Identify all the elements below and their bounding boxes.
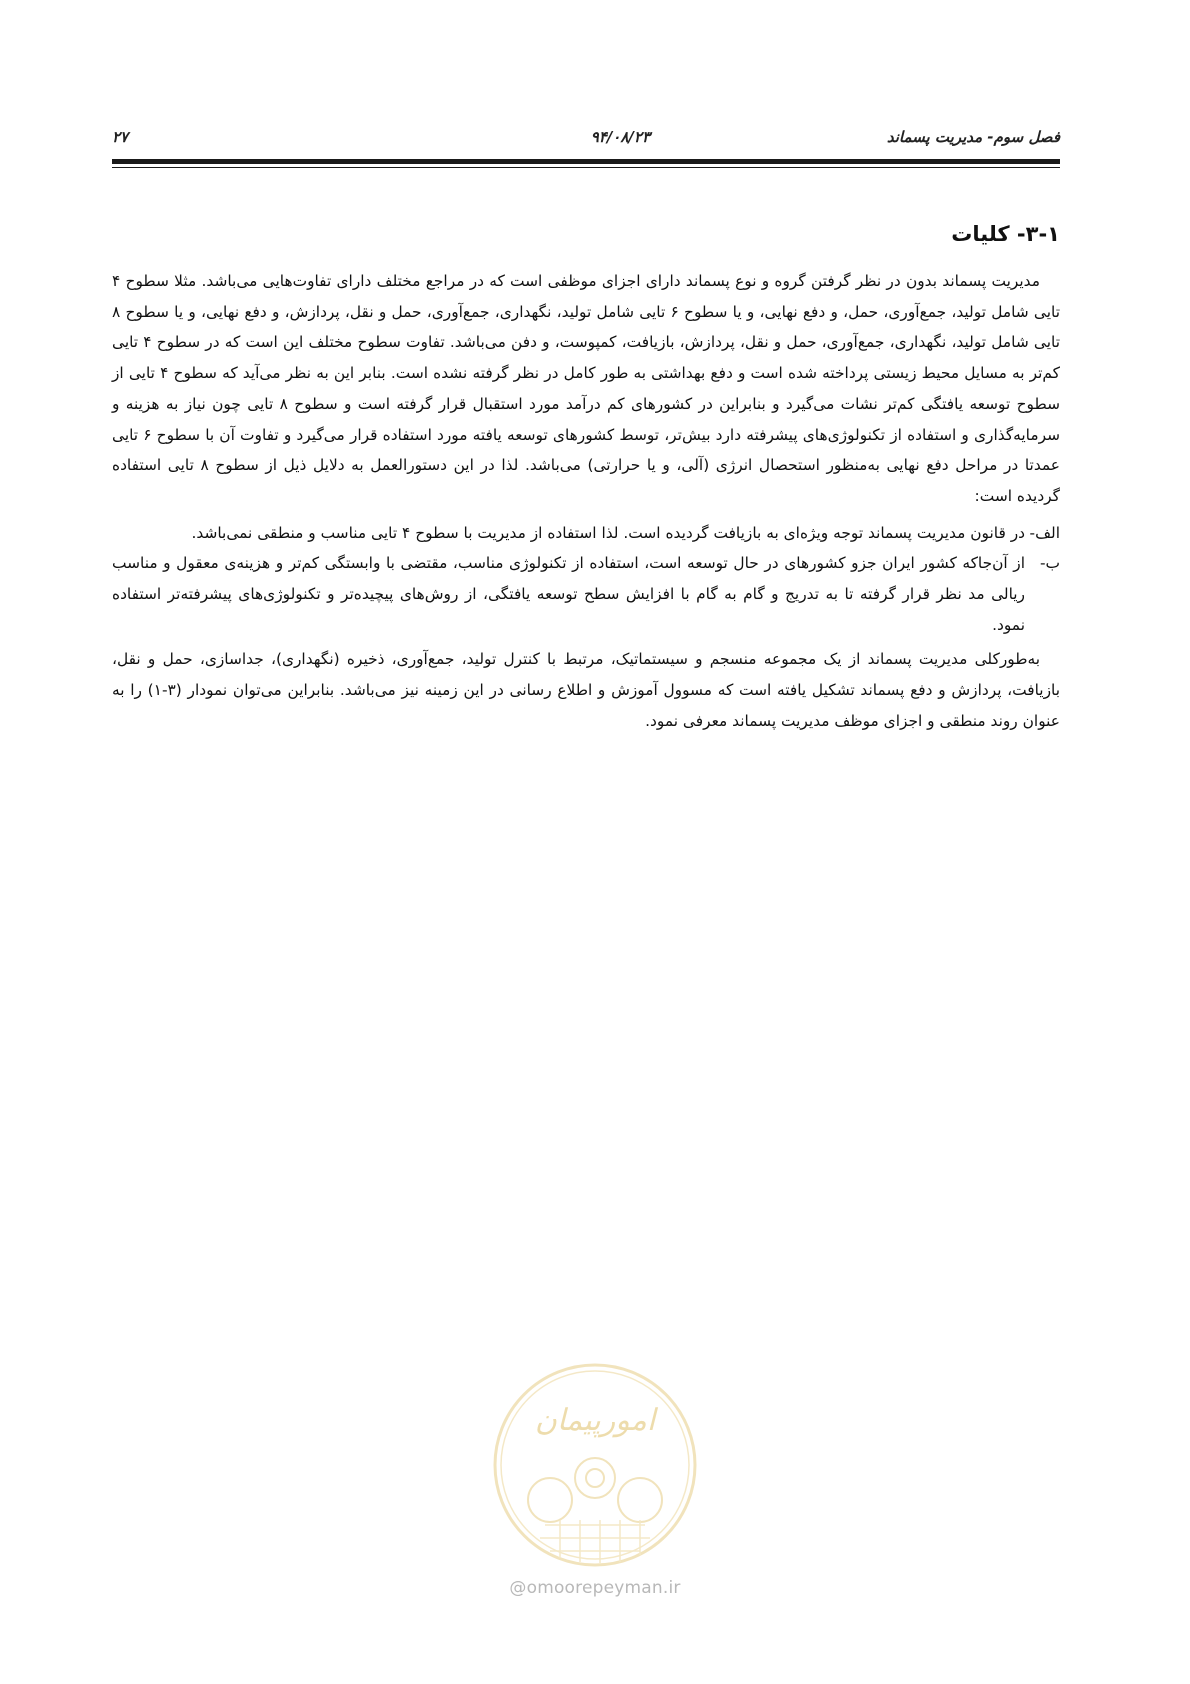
list-item-text: از آن‌جاکه کشور ایران جزو کشورهای در حال توسعه است، استفاده از تکنولوژی مناسب، مقتضی با وابستگی کم‌تر و هزینه‌ی معقول و مناسب ریالی مد نظر قرار گرفته تا به تدریج و گام به گام با افزایش سطح توسعه یافتگی، از روش‌های پیچیده‌تر و تکنولوژی‌های پیشرفته‌تر استفاده نمود. [112, 554, 1025, 634]
reasons-list [112, 518, 1060, 641]
svg-text:امورپیمان: امورپیمان [534, 1403, 656, 1438]
list-item-label: ب- [1039, 554, 1060, 573]
header-rule-thin [112, 167, 1060, 168]
header-rule-thick [112, 159, 1060, 164]
summary-paragraph: به‌طورکلی مدیریت پسماند از یک مجموعه منسجم و سیستماتیک، مرتبط با کنترل تولید، جمع‌آوری، ذخیره (نگهداری)، جداسازی، حمل و نقل، بازیافت، پردازش و دفع پسماند تشکیل یافته است که مسوول آموزش و اطلاع رسانی در این زمینه نیز می‌باشد. بنابراین می‌توان نمودار (۳-۱) را به عنوان روند منطقی و اجزای موظف مدیریت پسماند معرفی نمود. [112, 650, 1060, 730]
list-item-text: در قانون مدیریت پسماند توجه ویژه‌ای به بازیافت گردیده است. لذا استفاده از مدیریت با سطوح ۴ تایی مناسب و منطقی نمی‌باشد. [191, 523, 1025, 542]
page-number: ۲۷ [112, 128, 129, 146]
list-item-label: الف- [1029, 523, 1060, 542]
list-item [112, 548, 1060, 640]
header-date: ۹۴/۰۸/۲۳ [590, 128, 650, 146]
document-body [112, 220, 1060, 737]
section-heading: ۳-۱- کلیات [951, 222, 1060, 246]
intro-paragraph: مدیریت پسماند بدون در نظر گرفتن گروه و نوع پسماند دارای اجزای موظفی است که در مراجع مختلف دارای تفاوت‌هایی می‌باشد. مثلا سطوح ۴ تایی شامل تولید، جمع‌آوری، حمل، و دفع نهایی، و یا سطوح ۶ تایی شامل تولید، نگهداری، جمع‌آوری، حمل و نقل، پردازش، و دفع نهایی، و یا سطوح ۸ تایی شامل تولید، نگهداری، جمع‌آوری، حمل و نقل، پردازش، بازیافت، کمپوست، و دفن می‌باشد. تفاوت سطوح مختلف این است که در سطوح ۴ تایی کم‌تر به مسایل محیط زیستی پرداخته شده است و دفع بهداشتی به طور کامل در نظر گرفته نشده است. بنابر این به نظر می‌آید که سطوح ۴ تایی از سطوح توسعه یافتگی کم‌تر نشات می‌گیرد و بنابراین در کشورهای کم درآمد مورد استقبال قرار گرفته است و سطوح ۸ تایی چون نیاز به هزینه و سرمایه‌گذاری و استفاده از تکنولوژی‌های پیشرفته دارد بیش‌تر، توسط کشورهای توسعه یافته مورد استفاده قرار می‌گیرد و تفاوت آن با سطوح ۶ تایی عمدتا در مراحل دفع نهایی به‌منظور استحصال انرژی (آلی، و یا حرارتی) می‌باشد. لذا در این دستورالعمل به دلایل ذیل از سطوح ۸ تایی استفاده گردیده است: [112, 272, 1061, 505]
watermark-url: @omoorepeyman.ir [509, 1578, 681, 1598]
chapter-title: فصل سوم- مدیریت پسماند [886, 128, 1060, 146]
page-header [112, 128, 1060, 148]
list-item [112, 518, 1060, 549]
watermark-logo [490, 1360, 700, 1570]
